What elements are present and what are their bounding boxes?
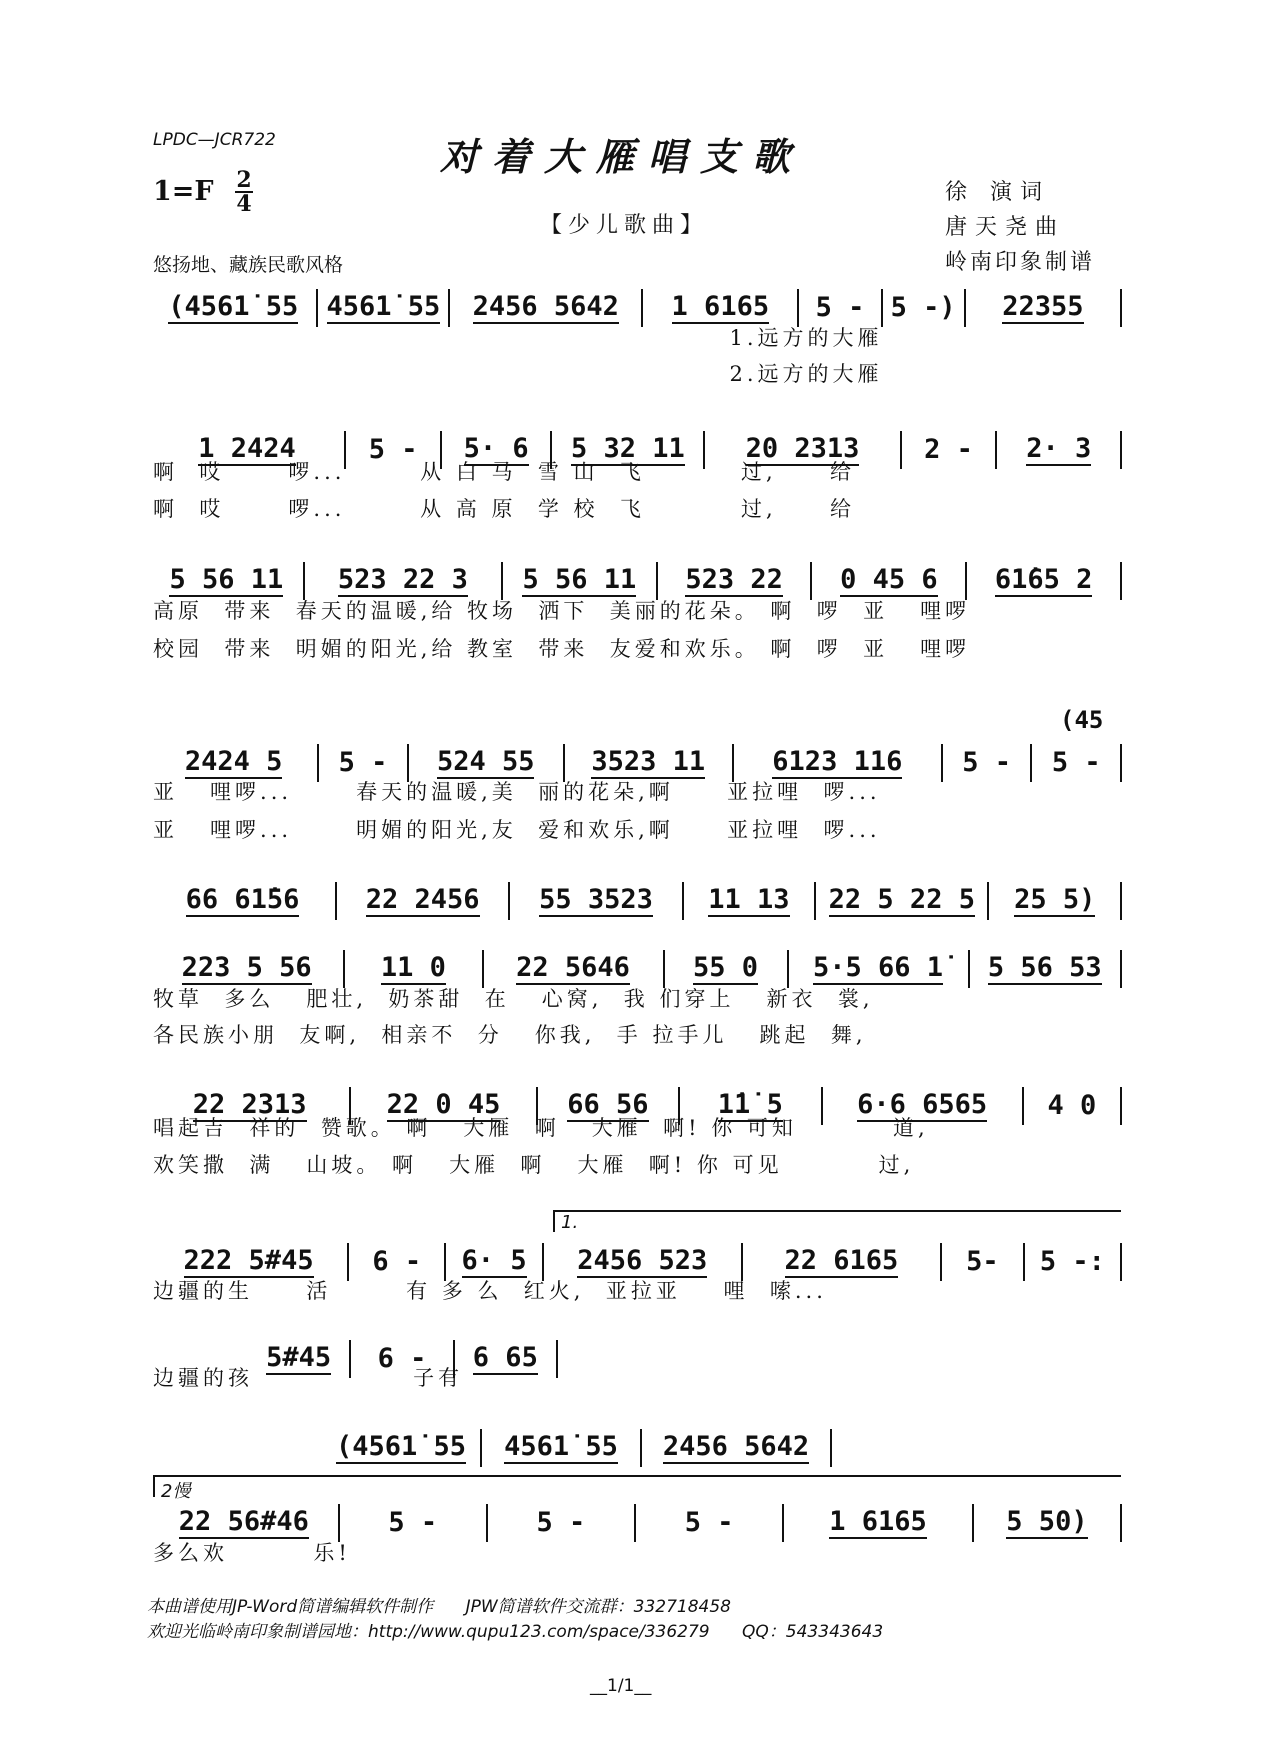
measure [340,1504,488,1542]
notes: 523 22 [685,564,783,595]
genre: 【少儿歌曲】 [540,213,709,238]
notes: 4561̇ 55 [504,1431,618,1462]
lyrics-line: 2.远方的大雁 [153,362,883,386]
lyricist: 徐 演词 [945,180,1050,205]
notes: 5 56 11 [522,564,637,595]
measure [942,1243,1025,1281]
notes: 6· 5 [461,1245,527,1276]
notes: 1 6165 [829,1506,927,1537]
notes: 5 - [368,434,418,465]
lyrics-line: 校园 带来 明媚的阳光,给 教室 带来 友爱和欢乐。 啊 啰 亚 哩啰 [153,637,971,661]
notes: 5 - [684,1507,734,1538]
volta-bracket: 2慢 [153,1475,1121,1497]
measure [902,431,998,469]
lyrics-line: 边疆的孩 子有 [153,1366,464,1390]
notes: 22 6165 [784,1245,899,1276]
notes: 5 56 11 [169,564,284,595]
measure [989,882,1122,920]
measure [488,1504,636,1542]
measure [150,882,337,920]
notes: 5#45 [266,1342,332,1373]
lyrics-line: 亚 哩啰... 明媚的阳光,友 爱和欢乐,啊 亚拉哩 啰... [153,818,881,842]
notes: 11 0 [380,952,446,983]
lyrics-line: 1.远方的大雁 [153,326,883,350]
notes: 2456 5642 [662,1431,810,1462]
measure [636,1504,784,1542]
notes: 5· 6 [463,433,529,464]
notes: 22 5 22 5 [828,884,975,915]
time-top: 2 [236,167,252,193]
notes: 3523 11 [591,746,706,777]
notes: (4561̇ 55 [168,291,299,322]
time-signature [235,167,253,217]
notes: 5- [966,1246,999,1277]
arranger: 岭南印象制谱 [945,250,1096,275]
notes: 5 - [536,1507,586,1538]
measure [997,431,1122,469]
intro-prefix: (45 [1060,706,1104,734]
notes: 5 - [1051,747,1101,778]
volta-bracket: 1. [553,1210,1121,1232]
notes: 523 22 3 [337,564,468,595]
notes: 223 5 56 [181,952,312,983]
notes: 55 0 [692,952,759,983]
lyrics-line: 啊 哎 啰... 从 白 马 雪 山 飞 过, 给 [153,460,856,484]
notes: 6 - [377,1343,427,1374]
notes: 5 - [338,747,388,778]
lyrics-line: 各民族小朋 友啊, 相亲不 分 你我, 手 拉手儿 跳起 舞, [153,1023,867,1047]
measure [974,1504,1122,1542]
notes: 5 32 11 [570,433,685,464]
measure [684,882,817,920]
notes: 66 61̇56 [185,884,300,915]
footer-line-2: 欢迎光临岭南印象制谱园地：http://www.qupu123.com/space/336279 QQ：543343643 [147,1622,884,1642]
notes: 1 6165 [671,291,770,322]
notes: 22 2313 [192,1089,307,1120]
notes: 5 50) [1006,1506,1088,1537]
notes: 5 -: [1039,1246,1105,1277]
lyrics-line: 欢笑撒 满 山坡。 啊 大雁 啊 大雁 啊! 你 可见 过, [153,1153,915,1177]
measure [1025,1243,1122,1281]
lyrics-line: 亚 哩啰... 春天的温暖,美 丽的花朵,啊 亚拉哩 啰... [153,780,881,804]
notes: 11 13 [708,884,790,915]
lyrics-line: 多么欢 乐! [153,1541,351,1565]
notes: 2456 523 [577,1245,708,1276]
notes: 61̇65 2 [994,564,1093,595]
notes: 22 2456 [365,884,480,915]
measure [943,744,1033,782]
time-bottom: 4 [236,191,252,217]
staff-row [150,287,1122,327]
staff-row [150,560,1122,600]
lyrics-line: 唱起吉 祥的 赞歌。 啊 大雁 啊 大雁 啊! 你 可知 道, [153,1116,929,1140]
notes: 6 - [372,1246,422,1277]
notes: 5 - [388,1507,438,1538]
staff-row [322,1427,832,1467]
measure [966,289,1122,327]
measure [455,1340,558,1378]
notes: 6123 116 [772,746,903,777]
notes: 6 65 [472,1342,538,1373]
notes: 5 56 53 [987,952,1102,983]
notes: 0 45 6 [840,564,938,595]
measure [510,882,683,920]
song-title: 对着大雁唱支歌 [440,134,805,179]
notes: 2456 5642 [472,291,619,322]
staff-row [150,948,1122,988]
measure [784,1504,974,1542]
notes: (4561̇ 55 [335,1431,467,1462]
notes: 22 0 45 [386,1089,501,1120]
notes: 25 5) [1014,884,1096,915]
measure [883,289,966,327]
measure [1032,744,1122,782]
lyrics-line: 高原 带来 春天的温暖,给 牧场 洒下 美丽的花朵。 啊 啰 亚 哩啰 [153,599,971,623]
notes: 22 56#46 [178,1506,309,1537]
footer-line-1: 本曲谱使用JP-Word简谱编辑软件制作 JPW简谱软件交流群：332718458 [147,1597,732,1617]
measure [482,1429,642,1467]
score-code: LPDC—JCR722 [153,130,276,150]
notes: 5 -) [890,292,956,323]
measure [970,950,1123,988]
lyrics-line: 牧草 多么 肥壮, 奶茶甜 在 心窝, 我 们穿上 新衣 裳, [153,987,874,1011]
notes: 55 3523 [539,884,653,915]
staff-row [150,880,1122,920]
notes: 4561̇ 55 [326,291,441,322]
notes: 1 2424 [198,433,296,464]
notes: 5 - [815,292,865,323]
performance-style: 悠扬地、藏族民歌风格 [153,254,344,276]
notes: 1̇1̇ 5 [717,1089,783,1120]
key-signature: 1=F [153,176,214,207]
notes: 20 2313 [745,433,860,464]
composer: 唐天尧曲 [945,215,1066,240]
notes: 22355 [1002,291,1084,322]
notes: 5 - [962,747,1011,778]
notes: 524 55 [436,746,535,777]
measure [967,562,1122,600]
page-number: __1/1__ [590,1676,652,1696]
measure [642,1429,832,1467]
notes: 66 56 [567,1089,649,1120]
staff-row [150,1502,1122,1542]
lyrics-line: 边疆的生 活 有 多 么 红火, 亚拉亚 哩 嗦... [153,1279,827,1303]
notes: 5·5 66 1̇ [812,952,944,983]
measure [816,882,989,920]
notes: 6·6 6565 [857,1089,988,1120]
measure [322,1429,482,1467]
measure [337,882,510,920]
notes: 2 - [924,434,973,465]
notes: 22 5646 [516,952,630,983]
notes: 222 5#45 [183,1245,314,1276]
notes: 2424 5 [184,746,283,777]
notes: 2· 3 [1026,433,1092,464]
measure [1024,1087,1122,1125]
lyrics-line: 啊 哎 啰... 从 高 原 学 校 飞 过, 给 [153,497,856,521]
notes: 4 0 [1047,1090,1097,1121]
